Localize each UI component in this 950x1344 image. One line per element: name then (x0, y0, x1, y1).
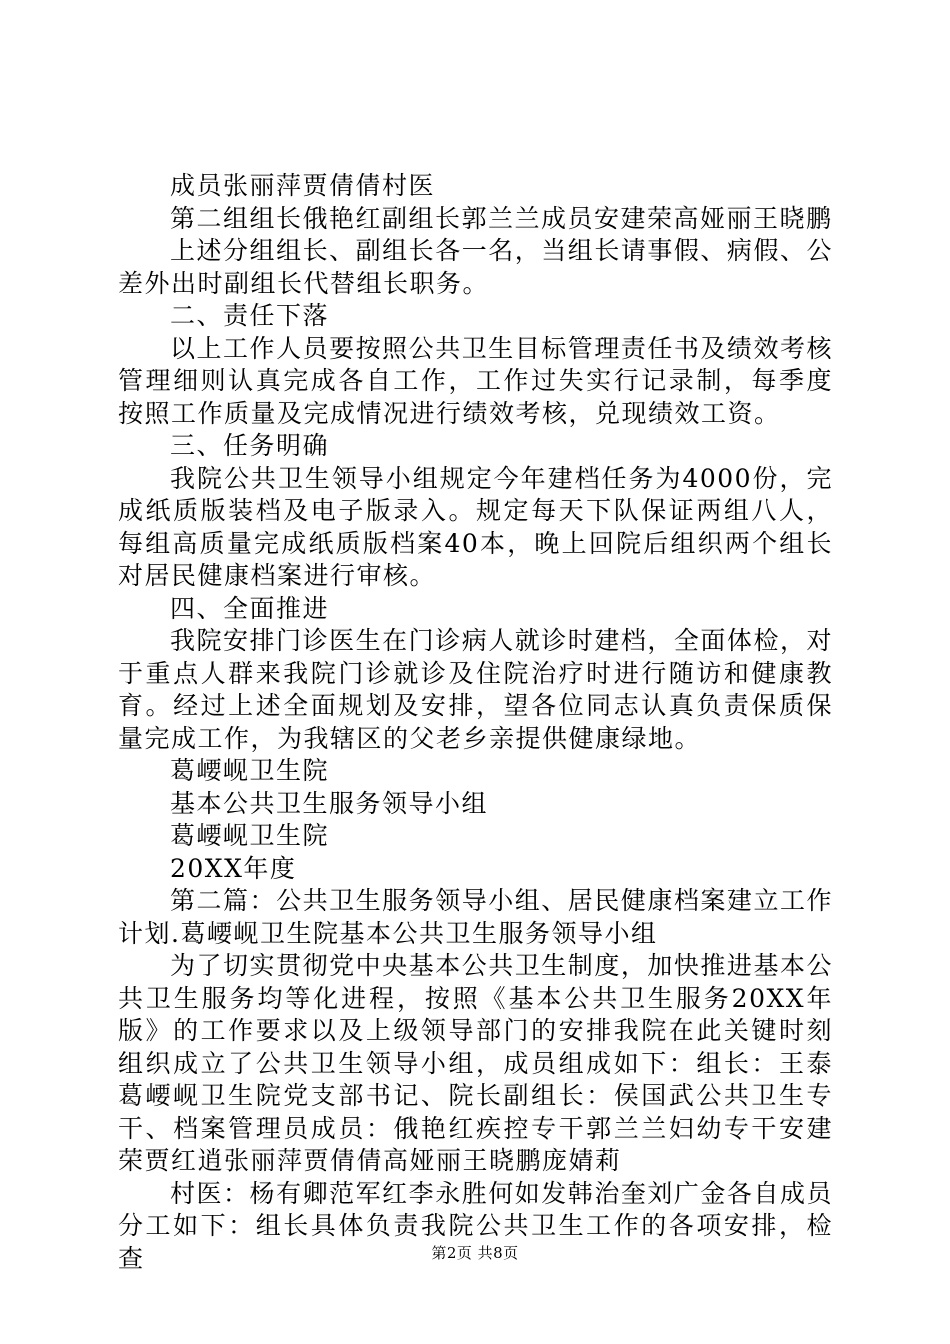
signature-line: 葛崾岘卫生院 (170, 821, 330, 850)
paragraph: 以上工作人员要按照公共卫生目标管理责任书及绩效考核管理细则认真完成各自工作，工作过失实行记录制，每季度按照工作质量及完成情况进行绩效考核，兑现绩效工资。 (118, 333, 833, 428)
paragraph: 我院安排门诊医生在门诊病人就诊时建档，全面体检，对于重点人群来我院门诊就诊及住院治疗时进行随访和健康教育。经过上述全面规划及安排，望各位同志认真负责保质保量完成工作，为我辖区的父老乡亲提供健康绿地。 (118, 626, 833, 753)
section-heading: 四、全面推进 (170, 593, 330, 623)
section-heading: 二、责任下落 (170, 301, 330, 330)
paragraph: 成员张丽萍贾倩倩村医 (170, 171, 436, 200)
page-footer: 第2页 共8页 (431, 1244, 519, 1262)
paragraph: 村医：杨有卿范军红李永胜何如发韩治奎刘广金各自成员分工如下：组长具体负责我院公共卫生工作的各项安排，检查 (118, 1178, 833, 1273)
signature-line: 葛崾岘卫生院 (170, 756, 330, 785)
paragraph: 第二组组长俄艳红副组长郭兰兰成员安建荣高娅丽王晓鹏 (170, 203, 833, 233)
paragraph: 上述分组组长、副组长各一名，当组长请事假、病假、公差外出时副组长代替组长职务。 (118, 236, 833, 298)
section-heading: 三、任务明确 (170, 431, 330, 460)
document-body (118, 170, 833, 1275)
date-line: 20XX年度 (170, 853, 297, 883)
paragraph: 为了切实贯彻党中央基本公共卫生制度，加快推进基本公共卫生服务均等化进程，按照《基本公共卫生服务20XX年版》的工作要求以及上级领导部门的安排我院在此关键时刻组织成立了公共卫生领导小组，成员组成如下：组长：王泰葛崾岘卫生院党支部书记、院长副组长：侯国武公共卫生专干、档案管理员成员：俄艳红疾控专干郭兰兰妇幼专干安建荣贾红逍张丽萍贾倩倩高娅丽王晓鹏庞婧莉 (118, 951, 833, 1175)
paragraph: 第二篇：公共卫生服务领导小组、居民健康档案建立工作计划.葛崾岘卫生院基本公共卫生服务领导小组 (118, 886, 833, 948)
paragraph: 我院公共卫生领导小组规定今年建档任务为4000份，完成纸质版装档及电子版录入。规定每天下队保证两组八人，每组高质量完成纸质版档案40本，晚上回院后组织两个组长对居民健康档案进行审核。 (118, 463, 834, 590)
signature-line: 基本公共卫生服务领导小组 (170, 788, 489, 818)
